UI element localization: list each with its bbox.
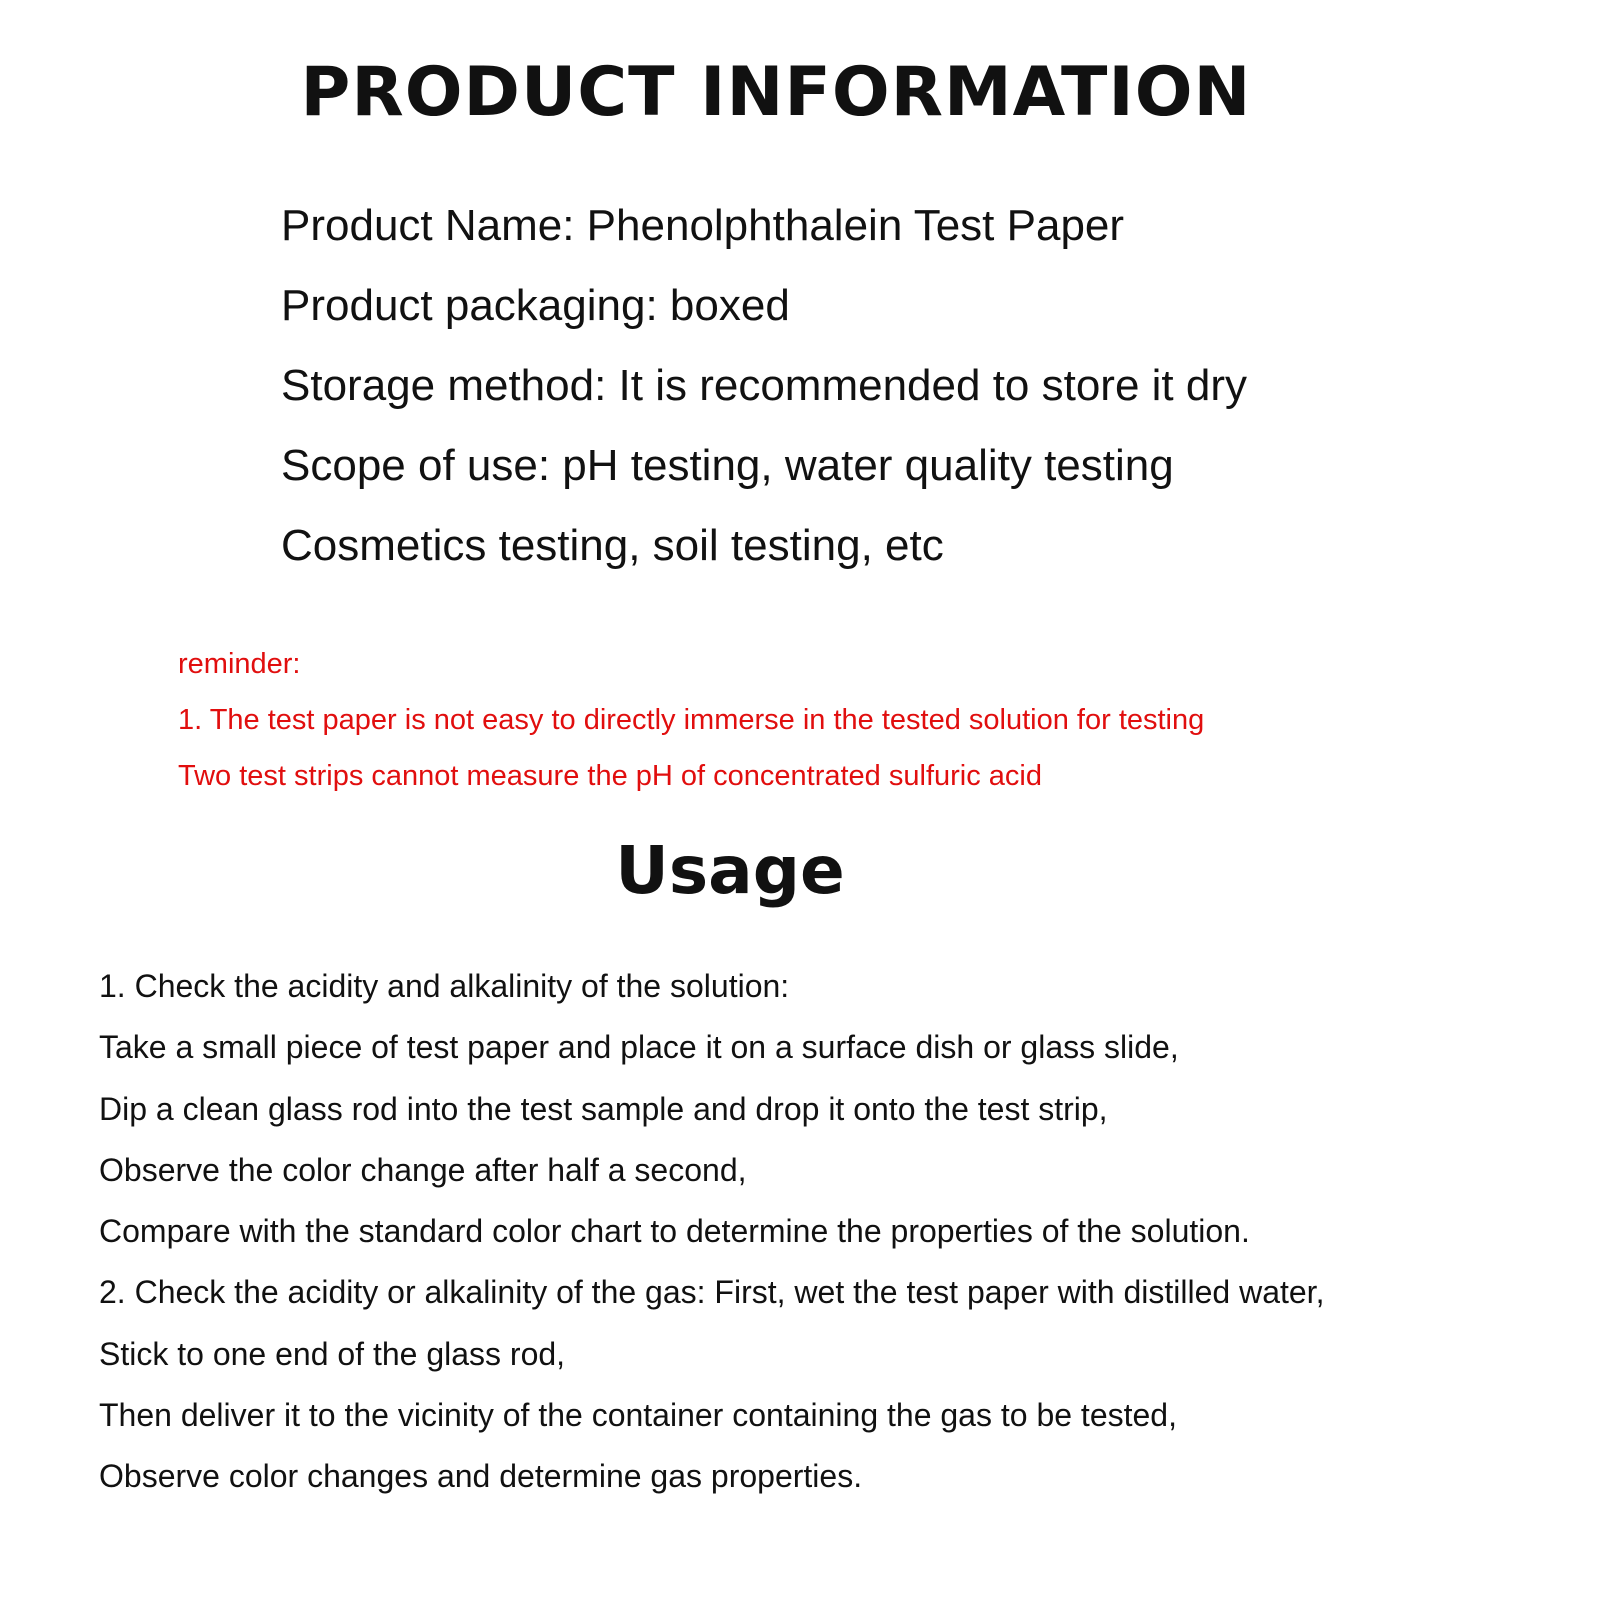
reminder-block <box>178 636 1204 804</box>
usage-instructions-list <box>99 956 1324 1508</box>
usage-line: 2. Check the acidity or alkalinity of the gas: First, wet the test paper with distilled water, <box>99 1274 1325 1311</box>
usage-line: Dip a clean glass rod into the test sample and drop it onto the test strip, <box>99 1090 1108 1127</box>
usage-line: Observe the color change after half a second, <box>99 1151 747 1188</box>
reminder-item: Two test strips cannot measure the pH of concentrated sulfuric acid <box>178 760 1042 792</box>
usage-line: Observe color changes and determine gas properties. <box>99 1458 863 1495</box>
reminder-label: reminder: <box>178 648 301 680</box>
usage-line: Stick to one end of the glass rod, <box>99 1335 566 1372</box>
storage-method-line: Storage method: It is recommended to store it dry <box>281 361 1248 410</box>
usage-line: Take a small piece of test paper and place it on a surface dish or glass slide, <box>99 1029 1179 1066</box>
usage-line: Then deliver it to the vicinity of the container containing the gas to be tested, <box>99 1397 1177 1434</box>
reminder-item: 1. The test paper is not easy to directly immerse in the tested solution for testing <box>178 704 1205 736</box>
usage-heading: Usage <box>615 832 845 909</box>
product-packaging-line: Product packaging: boxed <box>281 281 790 330</box>
scope-of-use-line: Scope of use: pH testing, water quality testing <box>281 441 1174 490</box>
scope-of-use-continued-line: Cosmetics testing, soil testing, etc <box>281 521 944 570</box>
page-title: PRODUCT INFORMATION <box>300 53 1252 132</box>
usage-line: Compare with the standard color chart to determine the properties of the solution. <box>99 1213 1250 1250</box>
product-name-line: Product Name: Phenolphthalein Test Paper <box>281 201 1125 250</box>
product-info-list <box>281 186 1247 586</box>
usage-line: 1. Check the acidity and alkalinity of the solution: <box>99 968 790 1004</box>
